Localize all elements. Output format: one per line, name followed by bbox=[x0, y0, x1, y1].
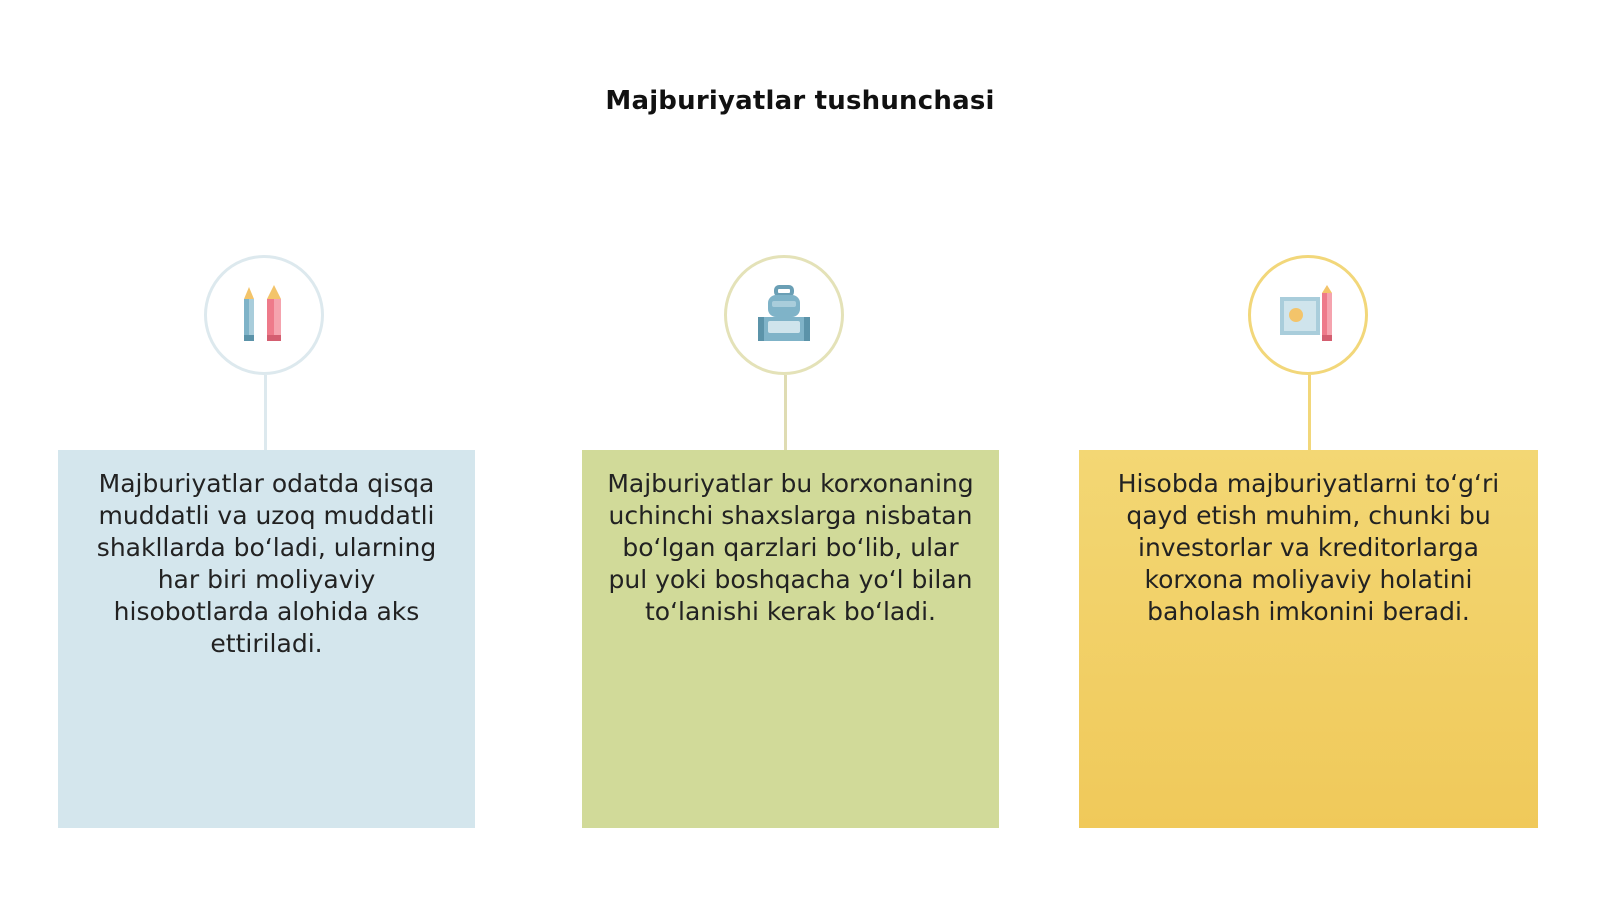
backpack-icon bbox=[754, 285, 814, 345]
icon-circle-1 bbox=[204, 255, 324, 375]
column-1 bbox=[58, 0, 475, 900]
column-2 bbox=[582, 0, 999, 900]
card-3-text: Hisobda majburiyatlarni toʻgʻri qayd etish muhim, chunki bu investorlar va kreditorlarga korxona moliyaviy holatini baholash imkonini beradi. bbox=[1117, 469, 1500, 626]
card-1-text: Majburiyatlar odatda qisqa muddatli va uzoq muddatli shakllarda boʻladi, ularning har biri moliyaviy hisobotlarda alohida aks ettiriladi. bbox=[96, 469, 437, 658]
slide-title: Majburiyatlar tushunchasi bbox=[605, 86, 995, 116]
icon-circle-3 bbox=[1248, 255, 1368, 375]
card-3 bbox=[1079, 450, 1538, 828]
card-1 bbox=[58, 450, 475, 828]
pencils-icon bbox=[239, 285, 289, 345]
card-2 bbox=[582, 450, 999, 828]
column-3 bbox=[1079, 0, 1538, 900]
picture-pencil-icon bbox=[1278, 285, 1338, 345]
icon-circle-2 bbox=[724, 255, 844, 375]
card-2-text: Majburiyatlar bu korxonaning uchinchi shaxslarga nisbatan boʻlgan qarzlari boʻlib, ular pul yoki boshqacha yoʻl bilan toʻlanishi kerak boʻladi. bbox=[607, 469, 974, 626]
connector-3 bbox=[1308, 375, 1311, 450]
connector-2 bbox=[784, 375, 787, 450]
connector-1 bbox=[264, 375, 267, 450]
